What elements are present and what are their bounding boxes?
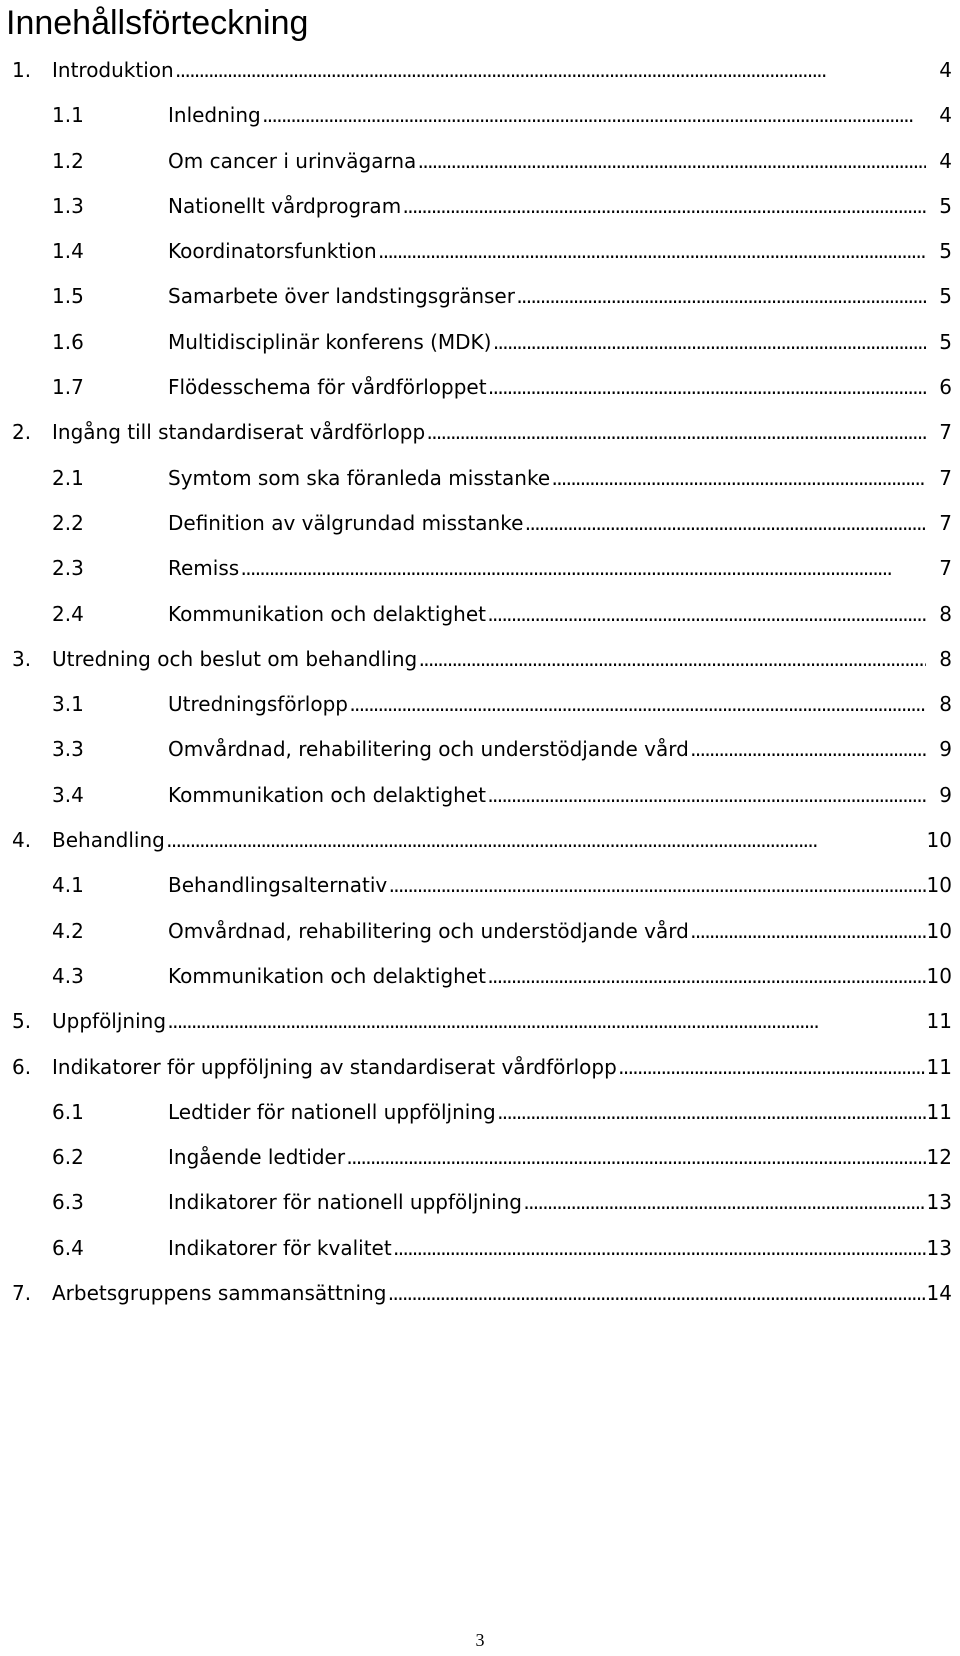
toc-entry-page: 7 bbox=[939, 420, 952, 445]
toc-entry[interactable] bbox=[0, 818, 960, 863]
toc-entry[interactable] bbox=[0, 954, 960, 999]
toc-entry-page: 10 bbox=[926, 873, 952, 898]
toc-entry-number: 2.4 bbox=[52, 601, 84, 626]
toc-entry-title-text: Introduktion bbox=[52, 58, 174, 82]
toc-entry-number: 4.1 bbox=[52, 873, 84, 898]
toc-entry-number: 3.4 bbox=[52, 782, 84, 807]
toc-entry-title[interactable] bbox=[168, 1226, 926, 1271]
toc-entry-title-text: Behandling bbox=[52, 828, 165, 853]
toc-entry-title-text: Arbetsgruppens sammansättning bbox=[52, 1281, 387, 1306]
toc-entry-title-text: Flödesschema för vårdförloppet bbox=[168, 375, 487, 400]
table-of-contents bbox=[0, 48, 960, 1316]
toc-entry-page: 11 bbox=[926, 1054, 952, 1079]
toc-entry-title-text: Ingång till standardiserat vårdförlopp bbox=[52, 420, 426, 445]
toc-entry-title-text: Uppföljning bbox=[52, 1009, 167, 1034]
toc-entry[interactable] bbox=[0, 1045, 960, 1090]
toc-entry[interactable] bbox=[0, 365, 960, 410]
toc-entry-title[interactable] bbox=[168, 456, 926, 501]
toc-entry-number: 4.3 bbox=[52, 963, 84, 988]
toc-entry-page: 13 bbox=[926, 1235, 952, 1260]
toc-entry-title-text: Remiss bbox=[168, 556, 240, 581]
toc-entry-title-text: Indikatorer för kvalitet bbox=[168, 1235, 392, 1260]
toc-entry[interactable] bbox=[0, 727, 960, 772]
toc-entry-page: 7 bbox=[939, 556, 952, 581]
toc-entry[interactable] bbox=[0, 274, 960, 319]
toc-entry-title-text: Inledning bbox=[168, 103, 261, 128]
toc-entry-title[interactable] bbox=[52, 410, 926, 455]
toc-entry-page: 5 bbox=[939, 193, 952, 218]
toc-entry-page: 13 bbox=[926, 1190, 952, 1215]
toc-entry-title[interactable] bbox=[52, 48, 926, 93]
toc-entry-page: 9 bbox=[939, 737, 952, 762]
toc-entry-number: 1.6 bbox=[52, 329, 84, 354]
toc-entry[interactable] bbox=[0, 410, 960, 455]
toc-entry-title-text: Indikatorer för uppföljning av standardiserat vårdförlopp bbox=[52, 1054, 617, 1079]
toc-entry-title[interactable] bbox=[52, 999, 926, 1044]
toc-entry[interactable] bbox=[0, 1135, 960, 1180]
toc-entry-number: 6.4 bbox=[52, 1235, 84, 1260]
page-number: 3 bbox=[475, 1630, 485, 1650]
toc-entry-title-text: Kommunikation och delaktighet bbox=[168, 782, 486, 807]
toc-entry-title-text: Ledtider för nationell uppföljning bbox=[168, 1099, 496, 1124]
toc-entry-page: 14 bbox=[926, 1281, 952, 1306]
toc-entry-title-text: Samarbete över landstingsgränser bbox=[168, 284, 515, 309]
toc-entry[interactable] bbox=[0, 773, 960, 818]
toc-entry-title[interactable] bbox=[168, 365, 926, 410]
toc-entry-title[interactable] bbox=[168, 1135, 926, 1180]
toc-entry-number: 4.2 bbox=[52, 918, 84, 943]
toc-entry-title-text: Kommunikation och delaktighet bbox=[168, 963, 486, 988]
toc-entry-title-text: Symtom som ska föranleda misstanke bbox=[168, 465, 551, 490]
toc-entry-page: 8 bbox=[939, 646, 952, 671]
toc-entry-page: 10 bbox=[926, 828, 952, 853]
toc-entry-number: 5. bbox=[12, 1009, 32, 1034]
toc-entry[interactable] bbox=[0, 501, 960, 546]
toc-entry-number: 1.4 bbox=[52, 239, 84, 264]
toc-entry[interactable] bbox=[0, 93, 960, 138]
toc-entry-title-text: Koordinatorsfunktion bbox=[168, 239, 377, 264]
toc-entry-page: 9 bbox=[939, 782, 952, 807]
toc-entry-title[interactable] bbox=[52, 1045, 926, 1090]
toc-entry-title-text: Om cancer i urinvägarna bbox=[168, 148, 417, 173]
toc-entry[interactable] bbox=[0, 456, 960, 501]
toc-entry-page: 5 bbox=[939, 329, 952, 354]
toc-entry-title-text: Indikatorer för nationell uppföljning bbox=[168, 1190, 522, 1215]
toc-entry-title[interactable] bbox=[52, 818, 926, 863]
toc-entry-page: 7 bbox=[939, 465, 952, 490]
toc-entry-number: 4. bbox=[12, 828, 32, 853]
toc-entry-page: 10 bbox=[926, 963, 952, 988]
toc-entry-number: 6. bbox=[12, 1054, 32, 1079]
toc-entry-title[interactable] bbox=[168, 682, 926, 727]
toc-entry[interactable] bbox=[0, 999, 960, 1044]
toc-entry[interactable] bbox=[0, 184, 960, 229]
toc-entry-title[interactable] bbox=[168, 863, 926, 908]
toc-entry-page: 4 bbox=[939, 58, 952, 82]
toc-entry-page: 6 bbox=[939, 375, 952, 400]
toc-entry[interactable] bbox=[0, 139, 960, 184]
toc-entry-page: 4 bbox=[939, 103, 952, 128]
toc-entry-page: 11 bbox=[926, 1009, 952, 1034]
toc-entry-title-text: Utredning och beslut om behandling bbox=[52, 646, 418, 671]
toc-entry-number: 3.1 bbox=[52, 692, 84, 717]
toc-entry-title-text: Definition av välgrundad misstanke bbox=[168, 510, 524, 535]
toc-entry-page: 11 bbox=[926, 1099, 952, 1124]
toc-entry-title[interactable] bbox=[168, 773, 926, 818]
toc-entry-number: 6.3 bbox=[52, 1190, 84, 1215]
toc-entry-title[interactable] bbox=[168, 229, 926, 274]
toc-entry-page: 8 bbox=[939, 601, 952, 626]
toc-entry-page: 4 bbox=[939, 148, 952, 173]
toc-entry-page: 7 bbox=[939, 510, 952, 535]
toc-entry[interactable] bbox=[0, 863, 960, 908]
toc-entry-title-text: Utredningsförlopp bbox=[168, 692, 348, 717]
toc-entry[interactable] bbox=[0, 909, 960, 954]
toc-entry[interactable] bbox=[0, 1090, 960, 1135]
toc-entry[interactable] bbox=[0, 1226, 960, 1271]
toc-entry-page: 5 bbox=[939, 284, 952, 309]
toc-entry-title-text: Multidisciplinär konferens (MDK) bbox=[168, 329, 492, 354]
toc-entry-number: 2.1 bbox=[52, 465, 84, 490]
page-title: Innehållsförteckning bbox=[6, 4, 309, 42]
toc-entry-number: 1.7 bbox=[52, 375, 84, 400]
toc-entry-title[interactable] bbox=[168, 1180, 926, 1225]
toc-entry[interactable] bbox=[0, 682, 960, 727]
toc-entry-title[interactable] bbox=[168, 727, 926, 772]
toc-entry-page: 8 bbox=[939, 692, 952, 717]
toc-entry-number: 6.2 bbox=[52, 1145, 84, 1170]
toc-entry-title[interactable] bbox=[168, 546, 926, 591]
toc-entry-number: 2. bbox=[12, 420, 32, 445]
toc-entry[interactable] bbox=[0, 592, 960, 637]
toc-entry[interactable] bbox=[0, 229, 960, 274]
toc-entry-title[interactable] bbox=[168, 320, 926, 365]
toc-entry-title-text: Omvårdnad, rehabilitering och understödjande vård bbox=[168, 737, 689, 762]
toc-entry-title[interactable] bbox=[168, 93, 926, 138]
toc-entry-number: 1.1 bbox=[52, 103, 84, 128]
toc-entry[interactable] bbox=[0, 320, 960, 365]
toc-entry-number: 1.3 bbox=[52, 193, 84, 218]
toc-entry-page: 10 bbox=[926, 918, 952, 943]
toc-entry-number: 2.2 bbox=[52, 510, 84, 535]
toc-entry-title[interactable] bbox=[168, 139, 926, 184]
toc-entry-title[interactable] bbox=[168, 274, 926, 319]
toc-entry-title[interactable] bbox=[52, 637, 926, 682]
toc-entry-title[interactable] bbox=[52, 1271, 926, 1316]
toc-entry-number: 7. bbox=[12, 1281, 32, 1306]
toc-entry-page: 12 bbox=[926, 1145, 952, 1170]
toc-entry[interactable] bbox=[0, 546, 960, 591]
toc-entry[interactable] bbox=[0, 1180, 960, 1225]
toc-entry-title-text: Omvårdnad, rehabilitering och understödjande vård bbox=[168, 918, 689, 943]
toc-entry-title[interactable] bbox=[168, 954, 926, 999]
toc-entry-title-text: Nationellt vårdprogram bbox=[168, 193, 402, 218]
toc-entry[interactable] bbox=[0, 1271, 960, 1316]
toc-entry-number: 2.3 bbox=[52, 556, 84, 581]
toc-entry-title-text: Ingående ledtider bbox=[168, 1145, 346, 1170]
toc-entry-title-text: Behandlingsalternativ bbox=[168, 873, 388, 898]
toc-entry-title[interactable] bbox=[168, 184, 926, 229]
toc-entry-title[interactable] bbox=[168, 909, 926, 954]
toc-entry-title-text: Kommunikation och delaktighet bbox=[168, 601, 486, 626]
toc-entry-title[interactable] bbox=[168, 592, 926, 637]
toc-entry[interactable] bbox=[0, 48, 960, 93]
toc-entry-number: 3.3 bbox=[52, 737, 84, 762]
toc-entry-title[interactable] bbox=[168, 1090, 926, 1135]
toc-entry-number: 6.1 bbox=[52, 1099, 84, 1124]
toc-entry-number: 1.5 bbox=[52, 284, 84, 309]
toc-entry-title[interactable] bbox=[168, 501, 926, 546]
toc-entry-page: 5 bbox=[939, 239, 952, 264]
toc-entry-number: 1.2 bbox=[52, 148, 84, 173]
toc-entry-number: 1. bbox=[12, 58, 32, 82]
toc-entry-number: 3. bbox=[12, 646, 32, 671]
toc-entry[interactable] bbox=[0, 637, 960, 682]
